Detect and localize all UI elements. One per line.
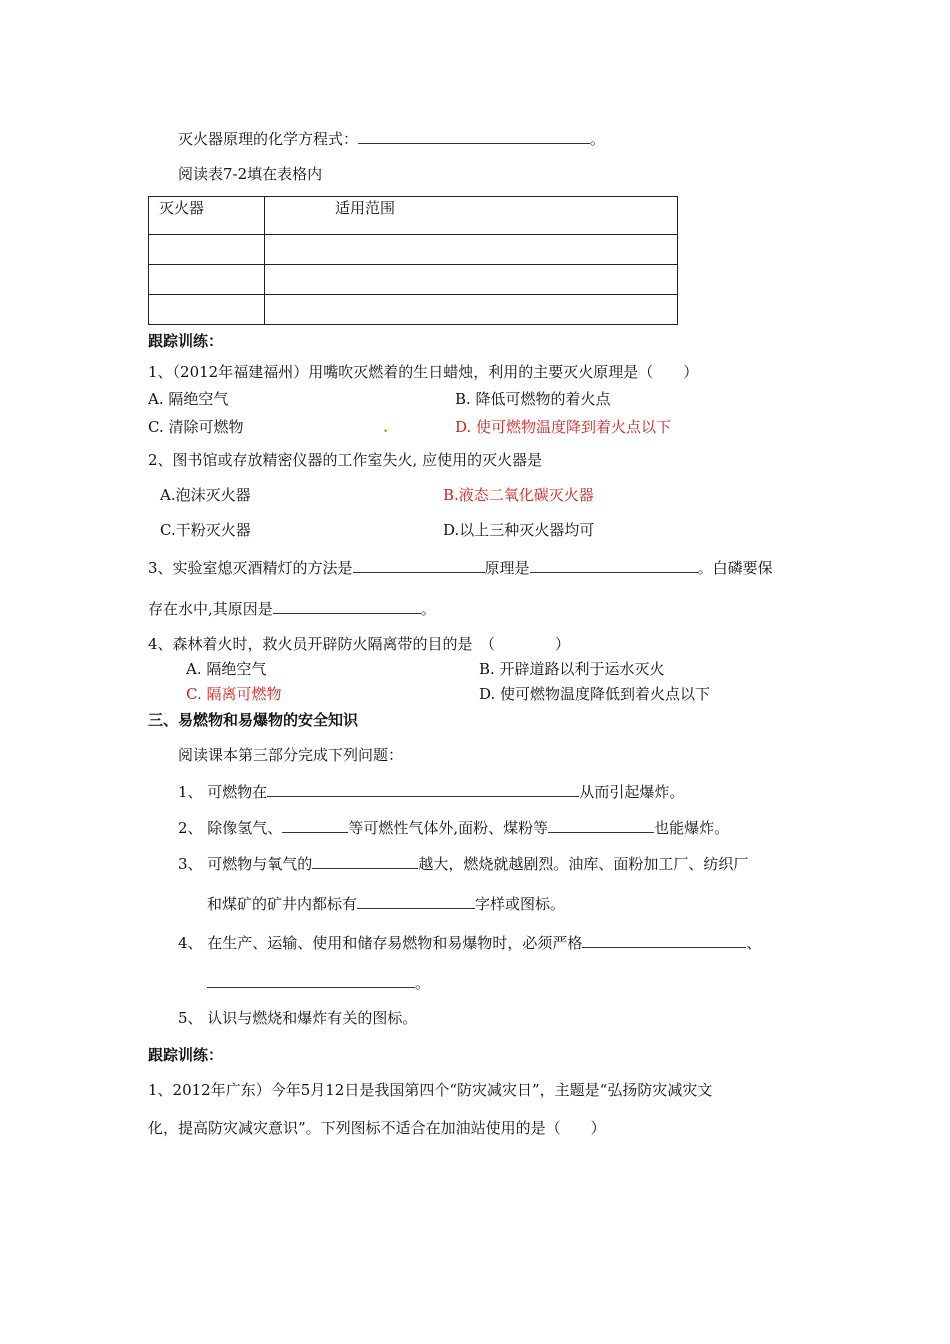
table-cell[interactable] bbox=[149, 295, 265, 325]
q3-method-blank[interactable] bbox=[353, 557, 485, 573]
practice-2-question-line-1: 1、2012年广东）今年5月12日是我国第四个“防灾减灾日”，主题是“弘扬防灾减灾文 bbox=[148, 1081, 713, 1099]
section-3-heading: 三、易燃物和易爆物的安全知识 bbox=[148, 711, 359, 729]
practice-2-heading: 跟踪训练： bbox=[148, 1046, 224, 1064]
q4-option-c: C. 隔离可燃物 bbox=[186, 685, 282, 703]
q2-option-b: B.液态二氧化碳灭火器 bbox=[443, 486, 594, 504]
question-2-stem: 2、图书馆或存放精密仪器的工作室失火, 应使用的灭火器是 bbox=[148, 451, 543, 469]
question-1-stem: 1、（2012年福建福州）用嘴吹灭燃着的生日蜡烛，利用的主要灭火原理是（ ） bbox=[148, 363, 699, 381]
item-1: 1、 可燃物在 从而引起爆炸。 bbox=[178, 783, 685, 801]
q2-option-a: A.泡沫灭火器 bbox=[160, 486, 251, 504]
read-table-instruction: 阅读表7-2填在表格内 bbox=[178, 165, 323, 183]
item-2-blank-b[interactable] bbox=[548, 817, 654, 833]
q1-option-c: C. 清除可燃物 bbox=[148, 418, 244, 436]
practice-2-question-line-2: 化，提高防灾减灾意识”。下列图标不适合在加油站使用的是（ ） bbox=[148, 1119, 606, 1137]
q1-option-b: B. 降低可燃物的着火点 bbox=[455, 390, 611, 408]
q2-option-c: C.干粉灭火器 bbox=[160, 521, 251, 539]
question-3-line-2: 存在水中,其原因是 。 bbox=[148, 600, 436, 618]
formula-blank[interactable] bbox=[358, 128, 590, 144]
question-4-stem: 4、森林着火时，救火员开辟防火隔离带的目的是 （ ） bbox=[148, 635, 571, 653]
question-3-line-1: 3、实验室熄灭酒精灯的方法是 原理是 。白磷要保 bbox=[148, 559, 773, 577]
q1-option-a: A. 隔绝空气 bbox=[148, 390, 229, 408]
q3-principle-blank[interactable] bbox=[530, 557, 698, 573]
item-2: 2、 除像氢气、 等可燃性气体外,面粉、煤粉等 也能爆炸。 bbox=[178, 819, 730, 837]
formula-label: 灭火器原理的化学方程式： bbox=[178, 130, 359, 148]
q4-option-d: D. 使可燃物温度降低到着火点以下 bbox=[479, 685, 711, 703]
extinguisher-table bbox=[148, 196, 678, 325]
item-3-blank-a[interactable] bbox=[312, 853, 418, 869]
table-cell[interactable] bbox=[265, 295, 678, 325]
formula-line: 灭火器原理的化学方程式： 。 bbox=[178, 130, 606, 148]
item-4-blank-a[interactable] bbox=[582, 932, 746, 948]
practice-heading: 跟踪训练： bbox=[148, 332, 224, 350]
item-4-line-2: 。 bbox=[207, 972, 430, 993]
table-cell[interactable] bbox=[149, 235, 265, 265]
q4-option-b: B. 开辟道路以利于运水灭火 bbox=[479, 660, 665, 678]
q1-option-d: D. 使可燃物温度降到着火点以下 bbox=[455, 418, 672, 436]
item-3-line-2: 和煤矿的矿井内都标有 字样或图标。 bbox=[207, 895, 566, 913]
q4-option-a: A. 隔绝空气 bbox=[186, 660, 267, 678]
section-3-intro: 阅读课本第三部分完成下列问题： bbox=[178, 746, 404, 764]
item-2-blank-a[interactable] bbox=[282, 817, 348, 833]
table-cell[interactable] bbox=[265, 235, 678, 265]
table-cell[interactable] bbox=[265, 265, 678, 295]
item-1-blank[interactable] bbox=[267, 781, 579, 797]
table-header-extinguisher: 灭火器 bbox=[149, 197, 265, 235]
item-3-blank-b[interactable] bbox=[357, 893, 475, 909]
item-4-blank-b[interactable] bbox=[207, 972, 415, 988]
q2-option-d: D.以上三种灭火器均可 bbox=[443, 521, 595, 539]
item-4-line-1: 4、 在生产、运输、使用和储存易燃物和易爆物时，必须严格 、 bbox=[178, 934, 762, 952]
q3-reason-blank[interactable] bbox=[273, 598, 421, 614]
table-cell[interactable] bbox=[149, 265, 265, 295]
item-5: 5、 认识与燃烧和爆炸有关的图标。 bbox=[178, 1009, 418, 1027]
q1-dot-mark: . bbox=[383, 418, 389, 436]
table-header-scope: 适用范围 bbox=[265, 197, 678, 235]
item-3-line-1: 3、 可燃物与氧气的 越大，燃烧就越剧烈。油库、面粉加工厂、纺织厂 bbox=[178, 855, 749, 873]
